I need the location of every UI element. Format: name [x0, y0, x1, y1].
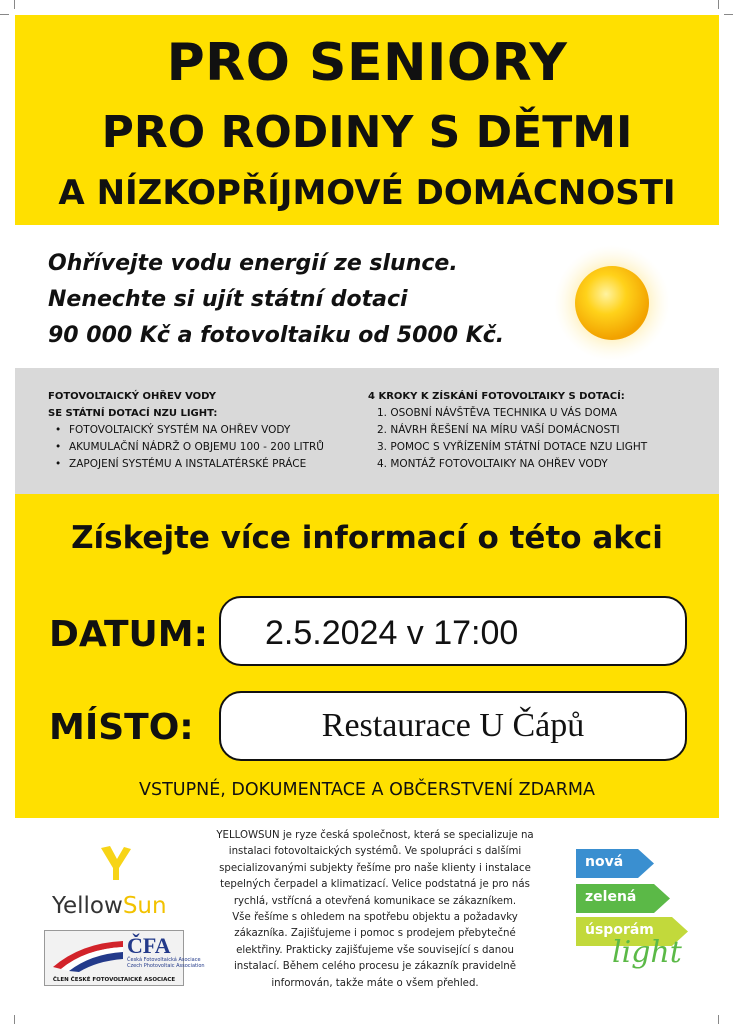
about-line: elektřiny. Prakticky zajišťujeme vše související s danou [236, 944, 514, 956]
tag-zelena-label: zelená [585, 889, 637, 905]
light-wordmark: light [612, 935, 682, 970]
headline-low-income: A NÍZKOPŘÍJMOVÉ DOMÁCNOSTI [58, 173, 676, 213]
date-value: 2.5.2024 v 17:00 [265, 614, 519, 652]
cfa-flag-icon [51, 937, 125, 973]
features-column [48, 388, 368, 473]
sun-icon [553, 244, 671, 362]
event-panel [15, 494, 719, 818]
date-box [219, 596, 687, 666]
intro-line: Ohřívejte vodu energií ze slunce. [48, 251, 458, 276]
cfa-member-text: ČLEN ČESKÉ FOTOVOLTAICKÉ ASOCIACE [52, 977, 176, 983]
about-line: tepelných čerpadel a klimatizací. Velice podstatná je pro nás [220, 879, 530, 891]
cfa-subtitle [127, 957, 205, 969]
brand-part-sun: Sun [122, 893, 167, 919]
headline-seniors: PRO SENIORY [166, 33, 568, 93]
free-note: VSTUPNÉ, DOKUMENTACE A OBČERSTVENÍ ZDARMA [139, 780, 595, 800]
feature-item: • AKUMULAČNÍ NÁDRŽ O OBJEMU 100 - 200 LITRŮ [55, 439, 368, 456]
zelena-tag [576, 884, 670, 913]
crop-mark [14, 1015, 15, 1024]
cfa-subtitle-cz: Česká Fotovoltaická Asociace [127, 957, 201, 963]
cfa-name: ČFA [127, 933, 171, 958]
info-band [15, 368, 719, 494]
step-item: 2. NÁVRH ŘEŠENÍ NA MÍRU VAŠÍ DOMÁCNOSTI [377, 424, 620, 436]
about-line: instalací. Během celého procesu je zákazník pravidelně [233, 961, 517, 973]
features-list [48, 422, 368, 473]
about-line: zákazníka. Zajišťujeme i pomoc s prodejem přebytečné [234, 928, 516, 940]
nova-tag [576, 849, 654, 878]
features-title: SE STÁTNÍ DOTACÍ NZU LIGHT: [48, 408, 218, 419]
place-value: Restaurace U Čápů [321, 707, 585, 744]
feature-item: • ZAPOJENÍ SYSTÉMU A INSTALATÉRSKÉ PRÁCE [55, 456, 368, 473]
about-line: rychlá, vstřícná a otevřená komunikace se zákazníkem. [233, 895, 517, 907]
place-label: MÍSTO: [49, 707, 194, 748]
feature-item: • FOTOVOLTAICKÝ SYSTÉM NA OHŘEV VODY [55, 422, 368, 439]
steps-column [368, 388, 708, 473]
yellowsun-brand [52, 893, 167, 919]
header-banner [15, 15, 719, 225]
cfa-member-badge [44, 930, 205, 986]
about-line: specializovanými subjekty řešíme pro naše klienty i instalace [219, 862, 531, 874]
date-label: DATUM: [49, 614, 208, 655]
steps-list [368, 405, 708, 473]
steps-title: 4 KROKY K ZÍSKÁNÍ FOTOVOLTAIKY S DOTACÍ: [368, 391, 625, 402]
intro-line: Nenechte si ujít státní dotaci [48, 287, 408, 312]
tag-usporam-label: úsporám [585, 922, 654, 938]
place-box [219, 691, 687, 761]
step-item: 4. MONTÁŽ FOTOVOLTAIKY NA OHŘEV VODY [377, 458, 608, 470]
about-line: Vše řešíme s ohledem na spotřebu objektu a požadavky [232, 912, 518, 924]
crop-mark [724, 14, 733, 15]
about-line: YELLOWSUN je ryze česká společnost, která se specializuje na [216, 830, 534, 841]
intro-line: 90 000 Kč a fotovoltaiku od 5000 Kč. [48, 323, 505, 348]
tag-nova-label: nová [585, 854, 624, 870]
features-title: FOTOVOLTAICKÝ OHŘEV VODY [48, 391, 216, 402]
step-item: 3. POMOC S VYŘÍZENÍM STÁTNÍ DOTACE NZU LIGHT [377, 441, 648, 453]
crop-mark [14, 0, 15, 9]
intro-text [48, 246, 548, 354]
about-line: instalaci fotovoltaických systémů. Ve spolupráci s dalšími [228, 846, 522, 858]
crop-mark [718, 0, 719, 9]
yellowsun-y-logo-icon [98, 844, 134, 882]
about-line: informován, takže máte o všem přehled. [271, 977, 479, 989]
headline-families: PRO RODINY S DĚTMI [101, 107, 633, 158]
step-item: 1. OSOBNÍ NÁVŠTĚVA TECHNIKA U VÁS DOMA [377, 407, 618, 419]
event-title: Získejte více informací o této akci [71, 520, 663, 556]
cfa-subtitle-en: Czech Photovoltaic Association [127, 963, 205, 969]
about-text [196, 828, 554, 992]
crop-mark [718, 1015, 719, 1024]
brand-part-yellow: Yellow [52, 893, 123, 919]
crop-mark [0, 14, 9, 15]
